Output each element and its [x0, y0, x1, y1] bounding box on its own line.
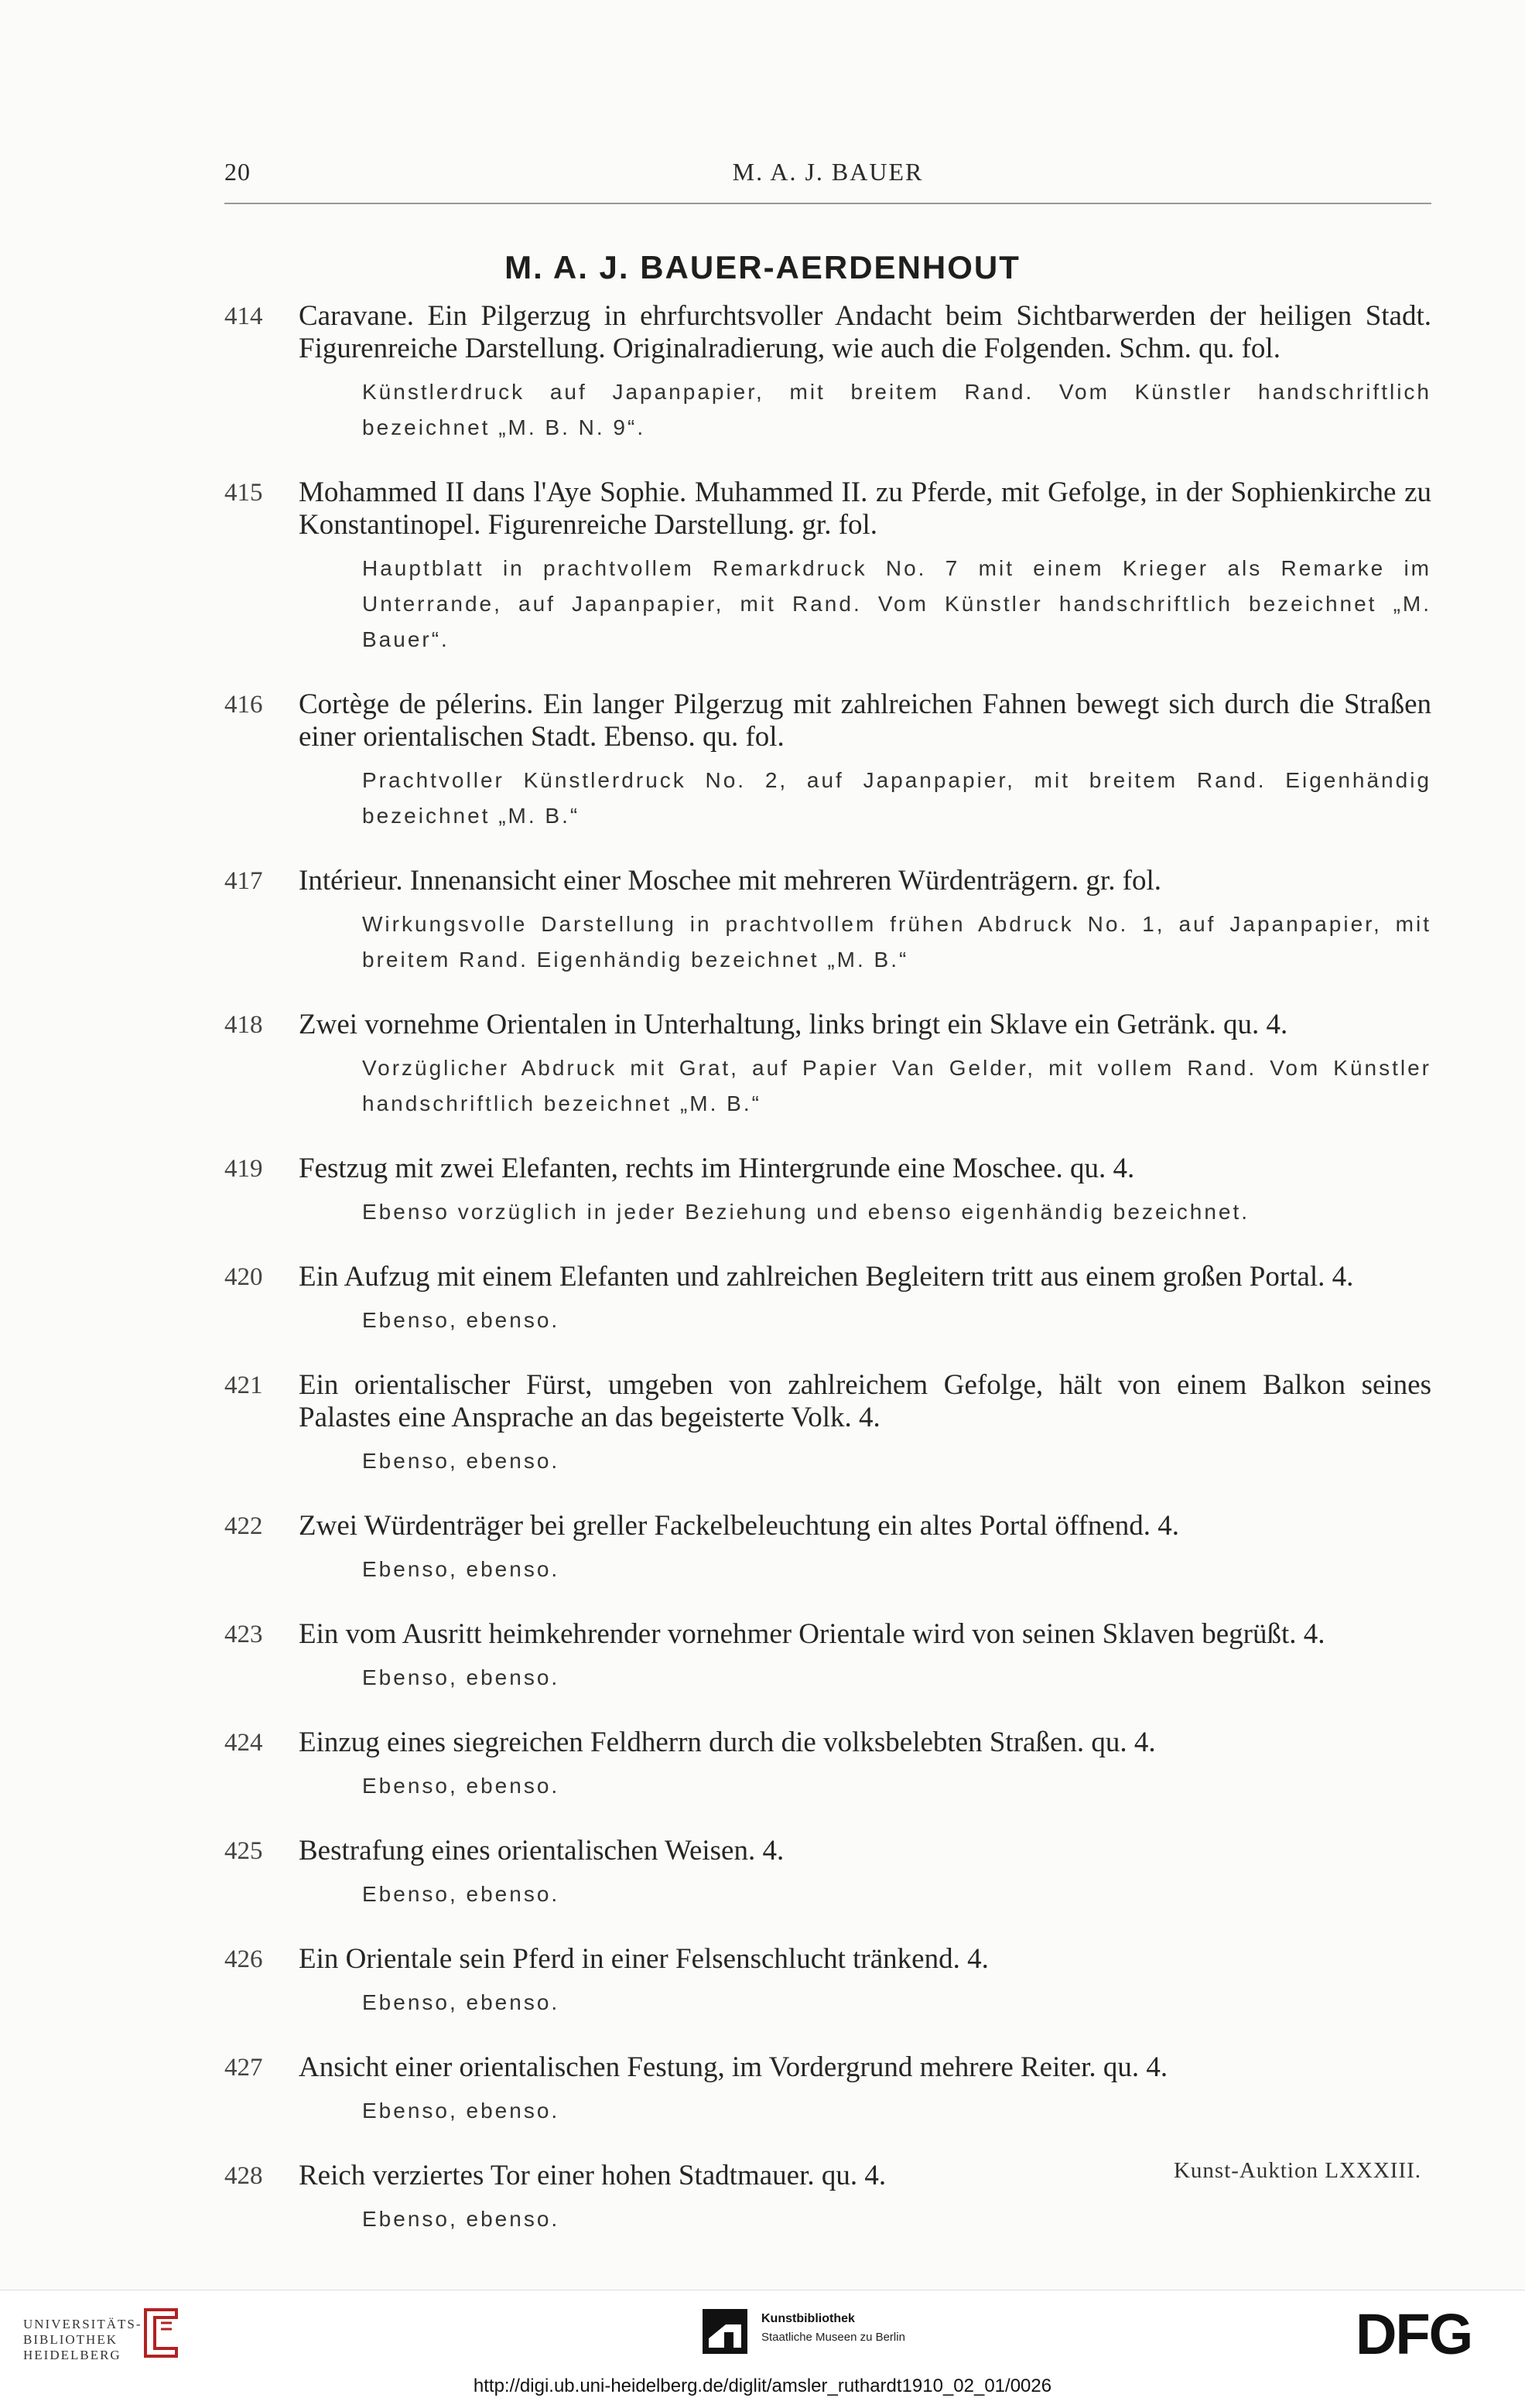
section-title: M. A. J. BAUER-AERDENHOUT: [504, 249, 1021, 285]
entry-number: 420: [224, 1263, 263, 1291]
catalog-entry: [224, 1261, 1431, 1338]
entry-description: Ansicht einer orientalischen Festung, im Vordergrund mehrere Reiter. qu. 4.: [299, 2051, 1168, 2083]
entry-number: 419: [224, 1155, 263, 1183]
entry-number: 414: [224, 302, 263, 330]
entry-number: 417: [224, 867, 263, 895]
entry-description: Bestrafung eines orientalischen Weisen. 4.: [299, 1835, 785, 1867]
dfg-logo: DFG: [1356, 2302, 1472, 2366]
catalog-entry: [224, 300, 1431, 446]
catalog-entry: [224, 2051, 1431, 2129]
museum-name: Kunstbibliothek: [761, 2312, 855, 2325]
catalog-entry: [224, 1618, 1431, 1696]
museum-subtitle: Staatliche Museen zu Berlin: [761, 2331, 905, 2344]
entry-description: Caravane. Ein Pilgerzug in ehrfurchtsvoller Andacht beim Sichtbarwerden der heiligen Stadt. Figurenreiche Darstellung. Originalradierung, wie auch die Folgenden. Schm. qu. fol.: [299, 300, 1431, 364]
entry-number: 418: [224, 1011, 263, 1039]
entry-note: Vorzüglicher Abdruck mit Grat, auf Papier Van Gelder, mit vollem Rand. Vom Künstler handschriftlich bezeichnet „M. B.“: [362, 1056, 1431, 1115]
source-url[interactable]: http://digi.ub.uni-heidelberg.de/diglit/amsler_ruthardt1910_02_01/0026: [473, 2376, 1052, 2396]
catalog-entry: [224, 1727, 1431, 1804]
entry-note: Künstlerdruck auf Japanpapier, mit breitem Rand. Vom Künstler handschriftlich bezeichnet „M. B. N. 9“.: [362, 380, 1431, 439]
entry-number: 422: [224, 1512, 263, 1540]
entry-description: Ein vom Ausritt heimkehrender vornehmer Orientale wird von seinen Sklaven begrüßt. 4.: [299, 1618, 1325, 1650]
catalog-footer: Kunst-Auktion LXXXIII.: [1173, 2158, 1421, 2183]
entry-description: Zwei Würdenträger bei greller Fackelbeleuchtung ein altes Portal öffnend. 4.: [299, 1510, 1180, 1542]
entry-description: Einzug eines siegreichen Feldherrn durch die volksbelebten Straßen. qu. 4.: [299, 1727, 1156, 1758]
catalog-entry: [224, 1369, 1431, 1479]
entry-note: Ebenso, ebenso.: [362, 1882, 560, 1906]
entry-description: Intérieur. Innenansicht einer Moschee mit mehreren Würdenträgern. gr. fol.: [299, 865, 1162, 897]
entry-description: Cortège de pélerins. Ein langer Pilgerzug mit zahlreichen Fahnen bewegt sich durch die Straßen einer orientalischen Stadt. Ebenso. qu. fol.: [299, 688, 1431, 753]
running-title: M. A. J. BAUER: [732, 158, 924, 186]
entry-number: 415: [224, 479, 263, 507]
entry-number: 423: [224, 1621, 263, 1648]
header-rule: [224, 203, 1431, 204]
entry-description: Zwei vornehme Orientalen in Unterhaltung, links bringt ein Sklave ein Getränk. qu. 4.: [299, 1009, 1288, 1040]
entry-number: 421: [224, 1371, 263, 1399]
entry-note: Ebenso, ebenso.: [362, 1774, 560, 1798]
university-library-logo-text: UNIVERSITÄTS- BIBLIOTHEK HEIDELBERG: [23, 2317, 142, 2362]
entry-note: Ebenso vorzüglich in jeder Beziehung und ebenso eigenhändig bezeichnet.: [362, 1200, 1250, 1224]
catalog-entry: [224, 1943, 1431, 2020]
entry-note: Ebenso, ebenso.: [362, 1449, 560, 1473]
entry-number: 426: [224, 1945, 263, 1973]
catalog-entries: [224, 300, 1431, 2237]
catalog-entry: [224, 1009, 1431, 1122]
entry-number: 424: [224, 1729, 263, 1757]
university-library-logo-icon: [138, 2306, 184, 2360]
entry-note: Ebenso, ebenso.: [362, 1665, 560, 1689]
entry-note: Ebenso, ebenso.: [362, 2099, 560, 2123]
running-head: [224, 158, 1431, 193]
catalog-entry: [224, 1153, 1431, 1230]
museum-logo: [703, 2309, 997, 2363]
catalog-entry: [224, 688, 1431, 834]
entry-note: Ebenso, ebenso.: [362, 1990, 560, 2014]
catalog-entry: [224, 1510, 1431, 1587]
entry-description: Ein Orientale sein Pferd in einer Felsenschlucht tränkend. 4.: [299, 1943, 989, 1975]
entry-description: Festzug mit zwei Elefanten, rechts im Hintergrunde eine Moschee. qu. 4.: [299, 1153, 1135, 1184]
entry-description: Reich verziertes Tor einer hohen Stadtmauer. qu. 4.: [299, 2160, 887, 2191]
entry-description: Ein Aufzug mit einem Elefanten und zahlreichen Begleitern tritt aus einem großen Portal. 4.: [299, 1261, 1354, 1293]
entry-note: Ebenso, ebenso.: [362, 2207, 560, 2231]
entry-note: Wirkungsvolle Darstellung in prachtvollem frühen Abdruck No. 1, auf Japanpapier, mit breitem Rand. Eigenhändig bezeichnet „M. B.“: [362, 912, 1431, 972]
catalog-entry: [224, 1835, 1431, 1912]
entry-note: Ebenso, ebenso.: [362, 1557, 560, 1581]
catalog-entry: [224, 476, 1431, 658]
entry-number: 425: [224, 1837, 263, 1865]
entry-number: 427: [224, 2054, 263, 2082]
entry-note: Prachtvoller Künstlerdruck No. 2, auf Japanpapier, mit breitem Rand. Eigenhändig bezeichnet „M. B.“: [362, 768, 1431, 828]
entry-description: Mohammed II dans l'Aye Sophie. Muhammed II. zu Pferde, mit Gefolge, in der Sophienkirche zu Konstantinopel. Figurenreiche Darstellung. gr. fol.: [299, 476, 1431, 541]
museum-logo-icon: [703, 2309, 747, 2354]
entry-note: Ebenso, ebenso.: [362, 1308, 560, 1332]
entry-note: Hauptblatt in prachtvollem Remarkdruck No. 7 mit einem Krieger als Remarke im Unterrande, auf Japanpapier, mit Rand. Vom Künstler handschriftlich bezeichnet „M. Bauer“.: [362, 556, 1431, 651]
entry-number: 416: [224, 691, 263, 719]
page-number: 20: [224, 158, 251, 186]
catalog-entry: [224, 865, 1431, 978]
entry-description: Ein orientalischer Fürst, umgeben von zahlreichem Gefolge, hält von einem Balkon seines Palastes eine Ansprache an das begeisterte Volk. 4.: [299, 1369, 1431, 1433]
entry-number: 428: [224, 2162, 263, 2190]
digitization-footer-bar: [0, 2290, 1525, 2408]
